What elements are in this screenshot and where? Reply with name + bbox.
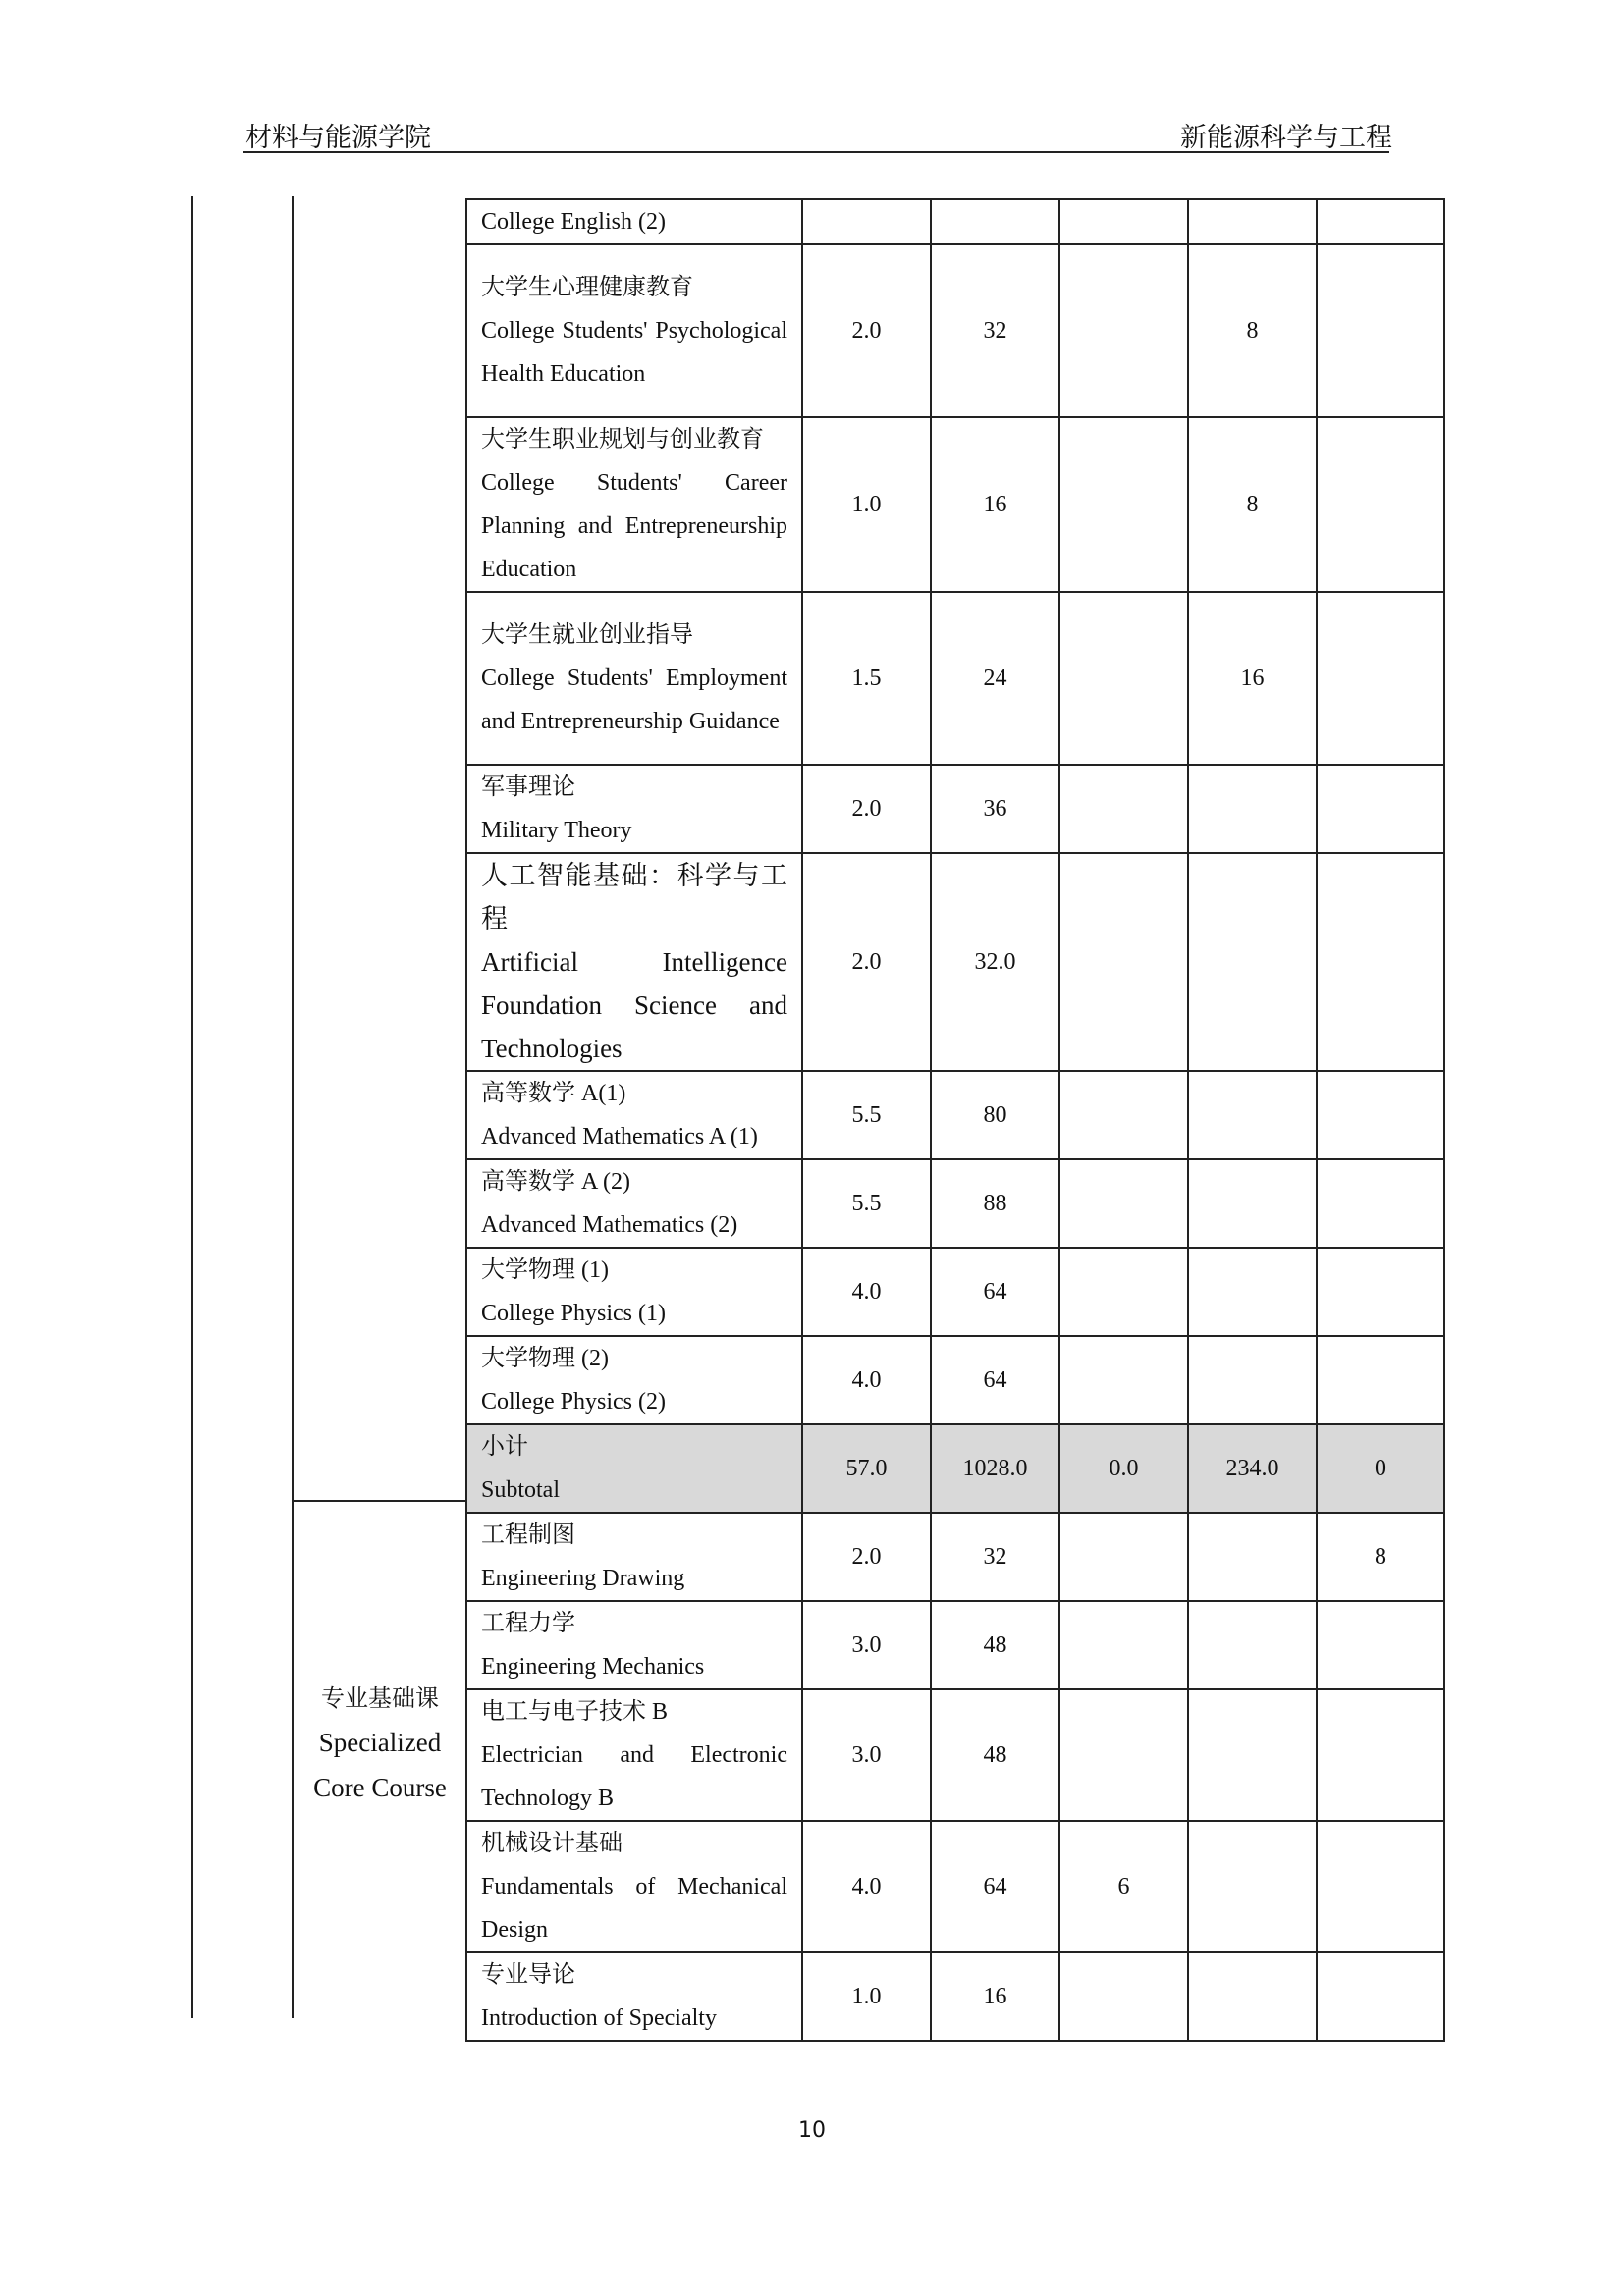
column-3-cell: [1059, 1248, 1188, 1336]
column-3-cell: [1059, 765, 1188, 853]
course-name-zh: 大学物理 (2): [481, 1346, 609, 1371]
credits-cell: 4.0: [802, 1248, 931, 1336]
header-school-name: 材料与能源学院: [245, 123, 431, 152]
credits-cell: 5.5: [802, 1071, 931, 1159]
course-name-en: Introduction of Specialty: [481, 2005, 717, 2031]
subtotal-label-cell: [466, 1424, 802, 1513]
category-label-zh: 专业基础课: [321, 1686, 439, 1712]
course-name-cell: [466, 244, 802, 417]
course-name-en: Military Theory: [481, 818, 632, 843]
column-3-cell: [1059, 1689, 1188, 1821]
hours-cell: [931, 199, 1059, 244]
table-row: [466, 592, 1444, 765]
column-4-cell: [1188, 1071, 1317, 1159]
column-4-cell: [1188, 853, 1317, 1071]
column-4-cell: [1188, 1513, 1317, 1601]
credits-cell: 3.0: [802, 1601, 931, 1689]
course-name-en: Fundamentals of Mechanical Design: [481, 1874, 787, 1943]
outer-column-rule: [191, 196, 193, 2018]
table-row: [466, 1821, 1444, 1952]
column-5-cell: [1317, 1159, 1444, 1248]
course-name-en: Engineering Mechanics: [481, 1654, 705, 1680]
table-row: [466, 1071, 1444, 1159]
column-5-cell: [1317, 853, 1444, 1071]
column-3-cell: [1059, 1952, 1188, 2041]
table-row: [466, 417, 1444, 592]
course-name-zh: 大学生就业创业指导: [481, 622, 693, 648]
subtotal-column-4-cell: 234.0: [1188, 1424, 1317, 1513]
course-name-cell: [466, 1159, 802, 1248]
column-3-cell: [1059, 244, 1188, 417]
credits-cell: [802, 199, 931, 244]
subtotal-column-5-cell: 0: [1317, 1424, 1444, 1513]
course-name-zh: 机械设计基础: [481, 1831, 623, 1856]
course-name-cell: [466, 1952, 802, 2041]
credits-cell: 2.0: [802, 765, 931, 853]
course-name-zh: 工程力学: [481, 1611, 575, 1636]
course-name-en: College Physics (1): [481, 1301, 666, 1326]
hours-cell: 48: [931, 1601, 1059, 1689]
subtotal-label-zh: 小计: [481, 1434, 528, 1460]
column-3-cell: [1059, 592, 1188, 765]
course-name-en: Engineering Drawing: [481, 1566, 685, 1591]
hours-cell: 32: [931, 1513, 1059, 1601]
column-4-cell: [1188, 1821, 1317, 1952]
column-5-cell: [1317, 1601, 1444, 1689]
course-name-cell: [466, 853, 802, 1071]
hours-cell: 88: [931, 1159, 1059, 1248]
column-5-cell: [1317, 1952, 1444, 2041]
category-divider: [293, 1500, 467, 1502]
hours-cell: 24: [931, 592, 1059, 765]
course-name-en: College Students' Psychological Health Education: [481, 318, 787, 387]
course-name-zh: 专业导论: [481, 1962, 575, 1988]
column-3-cell: [1059, 199, 1188, 244]
hours-cell: 32.0: [931, 853, 1059, 1071]
header-program-name: 新能源科学与工程: [1180, 123, 1392, 152]
subtotal-credits-cell: 57.0: [802, 1424, 931, 1513]
credits-cell: 3.0: [802, 1689, 931, 1821]
column-5-cell: [1317, 244, 1444, 417]
course-name-zh: 高等数学 A (2): [481, 1169, 630, 1195]
page-number: 10: [798, 2118, 826, 2143]
credits-cell: 2.0: [802, 244, 931, 417]
column-5-cell: [1317, 417, 1444, 592]
column-3-cell: [1059, 1159, 1188, 1248]
table-row: [466, 1336, 1444, 1424]
credits-cell: 1.0: [802, 417, 931, 592]
hours-cell: 64: [931, 1821, 1059, 1952]
column-4-cell: [1188, 1952, 1317, 2041]
column-5-cell: [1317, 1336, 1444, 1424]
column-5-cell: [1317, 1071, 1444, 1159]
hours-cell: 64: [931, 1336, 1059, 1424]
credits-cell: 2.0: [802, 853, 931, 1071]
column-4-cell: [1188, 1159, 1317, 1248]
table-row: [466, 765, 1444, 853]
column-4-cell: 8: [1188, 417, 1317, 592]
course-name-zh: 高等数学 A(1): [481, 1081, 626, 1106]
column-3-cell: [1059, 1513, 1188, 1601]
category-label-en: Specialized Core Course: [313, 1728, 447, 1802]
subtotal-hours-cell: 1028.0: [931, 1424, 1059, 1513]
category-specialized-core: [295, 1678, 465, 1811]
course-table: [465, 198, 1445, 2042]
credits-cell: 4.0: [802, 1821, 931, 1952]
column-4-cell: [1188, 1601, 1317, 1689]
course-name-cell: [466, 592, 802, 765]
column-5-cell: [1317, 1248, 1444, 1336]
hours-cell: 80: [931, 1071, 1059, 1159]
table-row: [466, 1952, 1444, 2041]
table-row: [466, 244, 1444, 417]
column-5-cell: [1317, 765, 1444, 853]
column-4-cell: 8: [1188, 244, 1317, 417]
hours-cell: 32: [931, 244, 1059, 417]
column-5-cell: [1317, 592, 1444, 765]
column-4-cell: [1188, 1336, 1317, 1424]
column-4-cell: [1188, 1248, 1317, 1336]
column-3-cell: [1059, 1071, 1188, 1159]
hours-cell: 36: [931, 765, 1059, 853]
table-row: [466, 1248, 1444, 1336]
subtotal-column-3-cell: 0.0: [1059, 1424, 1188, 1513]
course-name-zh: 军事理论: [481, 774, 575, 800]
course-name-en: Artificial Intelligence Foundation Science and Technologies: [481, 947, 787, 1063]
table-row: [466, 1689, 1444, 1821]
column-4-cell: 16: [1188, 592, 1317, 765]
course-name-cell: [466, 199, 802, 244]
course-name-cell: [466, 1601, 802, 1689]
course-name-en: College Physics (2): [481, 1389, 666, 1415]
course-name-zh: 电工与电子技术 B: [481, 1699, 669, 1725]
course-name-cell: [466, 1248, 802, 1336]
course-name-zh: 人工智能基础：科学与工程: [481, 861, 787, 934]
hours-cell: 16: [931, 417, 1059, 592]
credits-cell: 5.5: [802, 1159, 931, 1248]
subtotal-label-en: Subtotal: [481, 1477, 561, 1503]
column-3-cell: [1059, 1601, 1188, 1689]
column-5-cell: [1317, 1689, 1444, 1821]
course-name-en: College English (2): [481, 209, 666, 235]
subtotal-row: [466, 1424, 1444, 1513]
header-rule: [243, 151, 1389, 153]
course-name-en: College Students' Career Planning and Entrepreneurship Education: [481, 470, 787, 582]
course-name-zh: 大学生心理健康教育: [481, 275, 693, 300]
column-4-cell: [1188, 199, 1317, 244]
course-name-cell: [466, 1071, 802, 1159]
course-name-cell: [466, 1336, 802, 1424]
course-name-cell: [466, 765, 802, 853]
course-name-zh: 工程制图: [481, 1522, 575, 1548]
table-row: [466, 199, 1444, 244]
course-name-en: Advanced Mathematics A (1): [481, 1124, 758, 1149]
hours-cell: 16: [931, 1952, 1059, 2041]
table-row: [466, 1159, 1444, 1248]
credits-cell: 1.0: [802, 1952, 931, 2041]
course-name-cell: [466, 1513, 802, 1601]
column-5-cell: 8: [1317, 1513, 1444, 1601]
course-name-cell: [466, 417, 802, 592]
column-3-cell: [1059, 853, 1188, 1071]
course-name-cell: [466, 1821, 802, 1952]
hours-cell: 64: [931, 1248, 1059, 1336]
column-5-cell: [1317, 199, 1444, 244]
hours-cell: 48: [931, 1689, 1059, 1821]
credits-cell: 1.5: [802, 592, 931, 765]
column-3-cell: 6: [1059, 1821, 1188, 1952]
course-name-en: College Students' Employment and Entrepreneurship Guidance: [481, 666, 787, 734]
column-5-cell: [1317, 1821, 1444, 1952]
column-3-cell: [1059, 1336, 1188, 1424]
table-row: [466, 1513, 1444, 1601]
column-4-cell: [1188, 1689, 1317, 1821]
credits-cell: 4.0: [802, 1336, 931, 1424]
column-4-cell: [1188, 765, 1317, 853]
table-row: [466, 1601, 1444, 1689]
course-name-en: Advanced Mathematics (2): [481, 1212, 738, 1238]
credits-cell: 2.0: [802, 1513, 931, 1601]
course-name-en: Electrician and Electronic Technology B: [481, 1742, 787, 1811]
category-column-rule: [292, 196, 294, 2018]
course-name-zh: 大学物理 (1): [481, 1257, 609, 1283]
course-name-cell: [466, 1689, 802, 1821]
column-3-cell: [1059, 417, 1188, 592]
course-name-zh: 大学生职业规划与创业教育: [481, 427, 764, 453]
table-row: [466, 853, 1444, 1071]
